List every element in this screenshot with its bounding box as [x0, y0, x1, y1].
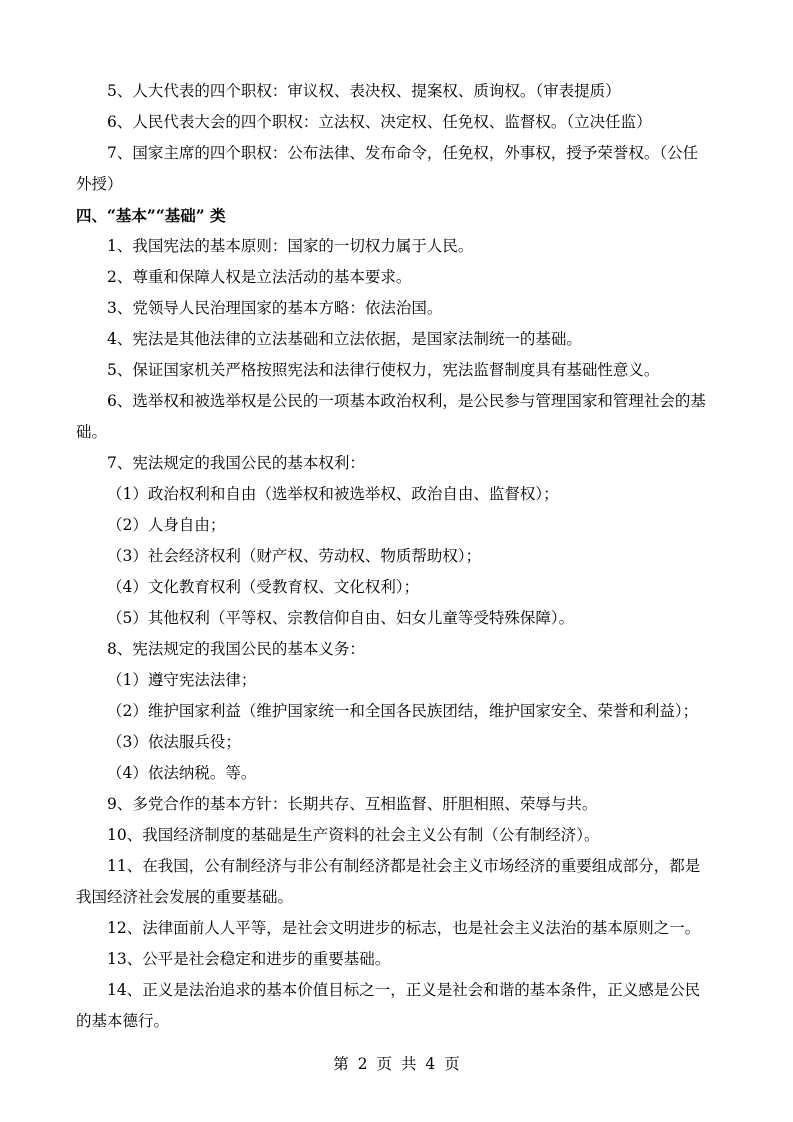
paragraph-line: 11、在我国，公有制经济与非公有制经济都是社会主义市场经济的重要组成部分，都是: [107, 857, 701, 875]
paragraph-line: 8、宪法规定的我国公民的基本义务：: [107, 640, 365, 658]
sub-item-line: （2）人身自由；: [107, 516, 226, 534]
document-body: [76, 76, 724, 1037]
paragraph-line: 1、我国宪法的基本原则：国家的一切权力属于人民。: [107, 237, 474, 255]
paragraph-line: 3、党领导人民治理国家的基本方略：依法治国。: [107, 299, 443, 317]
sub-item-line: （3）依法服兵役；: [107, 733, 241, 751]
sub-item-line: （5）其他权利（平等权、宗教信仰自由、妇女儿童等受特殊保障）。: [107, 609, 575, 627]
footer-of: 共: [400, 1055, 417, 1073]
section-heading: 四、“基本”“基础” 类: [76, 206, 226, 225]
paragraph-line: 6、选举权和被选举权是公民的一项基本政治权利，是公民参与管理国家和管理社会的基: [107, 392, 706, 410]
footer-suffix: 页: [444, 1055, 460, 1073]
sub-item-line: （2）维护国家利益（维护国家统一和全国各民族团结，维护国家安全、荣誉和利益）；: [107, 702, 699, 720]
footer-page-number: 2: [357, 1055, 368, 1073]
paragraph-continuation: 础。: [76, 423, 108, 441]
paragraph-line: 7、国家主席的四个职权：公布法律、发布命令，任免权，外事权，授予荣誉权。（公任: [107, 144, 699, 162]
sub-item-line: （3）社会经济权利（财产权、劳动权、物质帮助权）；: [107, 547, 482, 565]
paragraph-line: 6、人民代表大会的四个职权：立法权、决定权、任免权、监督权。（立决任监）: [107, 113, 652, 131]
sub-item-line: （4）依法纳税。等。: [107, 764, 257, 782]
paragraph-continuation: 的基本德行。: [76, 1012, 170, 1030]
paragraph-line: 14、正义是法治追求的基本价值目标之一，正义是社会和谐的基本条件，正义感是公民: [107, 981, 701, 999]
paragraph-line: 10、我国经济制度的基础是生产资料的社会主义公有制（公有制经济）。: [107, 826, 600, 844]
sub-item-line: （1）政治权利和自由（选举权和被选举权、政治自由、监督权）；: [107, 485, 559, 503]
sub-item-line: （1）遵守宪法法律；: [107, 671, 257, 689]
paragraph-line: 4、宪法是其他法律的立法基础和立法依据，是国家法制统一的基础。: [107, 330, 582, 348]
footer-total-pages: 4: [425, 1055, 436, 1073]
paragraph-line: 5、保证国家机关严格按照宪法和法律行使权力，宪法监督制度具有基础性意义。: [107, 361, 660, 379]
footer-prefix: 第: [333, 1055, 349, 1073]
sub-item-line: （4）文化教育权利（受教育权、文化权利）；: [107, 578, 420, 596]
footer-page-label: 页: [376, 1055, 393, 1073]
paragraph-continuation: 外授）: [76, 175, 123, 193]
paragraph-line: 12、法律面前人人平等，是社会文明进步的标志，也是社会主义法治的基本原则之一。: [107, 919, 701, 937]
paragraph-line: 5、人大代表的四个职权：审议权、表决权、提案权、质询权。（审表提质）: [107, 82, 621, 100]
paragraph-line: 2、尊重和保障人权是立法活动的基本要求。: [107, 268, 412, 286]
paragraph-line: 7、宪法规定的我国公民的基本权利：: [107, 454, 365, 472]
paragraph-line: 13、公平是社会稳定和进步的重要基础。: [107, 950, 391, 968]
paragraph-continuation: 我国经济社会发展的重要基础。: [76, 888, 294, 906]
paragraph-line: 9、多党合作的基本方针：长期共存、互相监督、肝胆相照、荣辱与共。: [107, 795, 598, 813]
page-footer: [0, 1052, 793, 1076]
